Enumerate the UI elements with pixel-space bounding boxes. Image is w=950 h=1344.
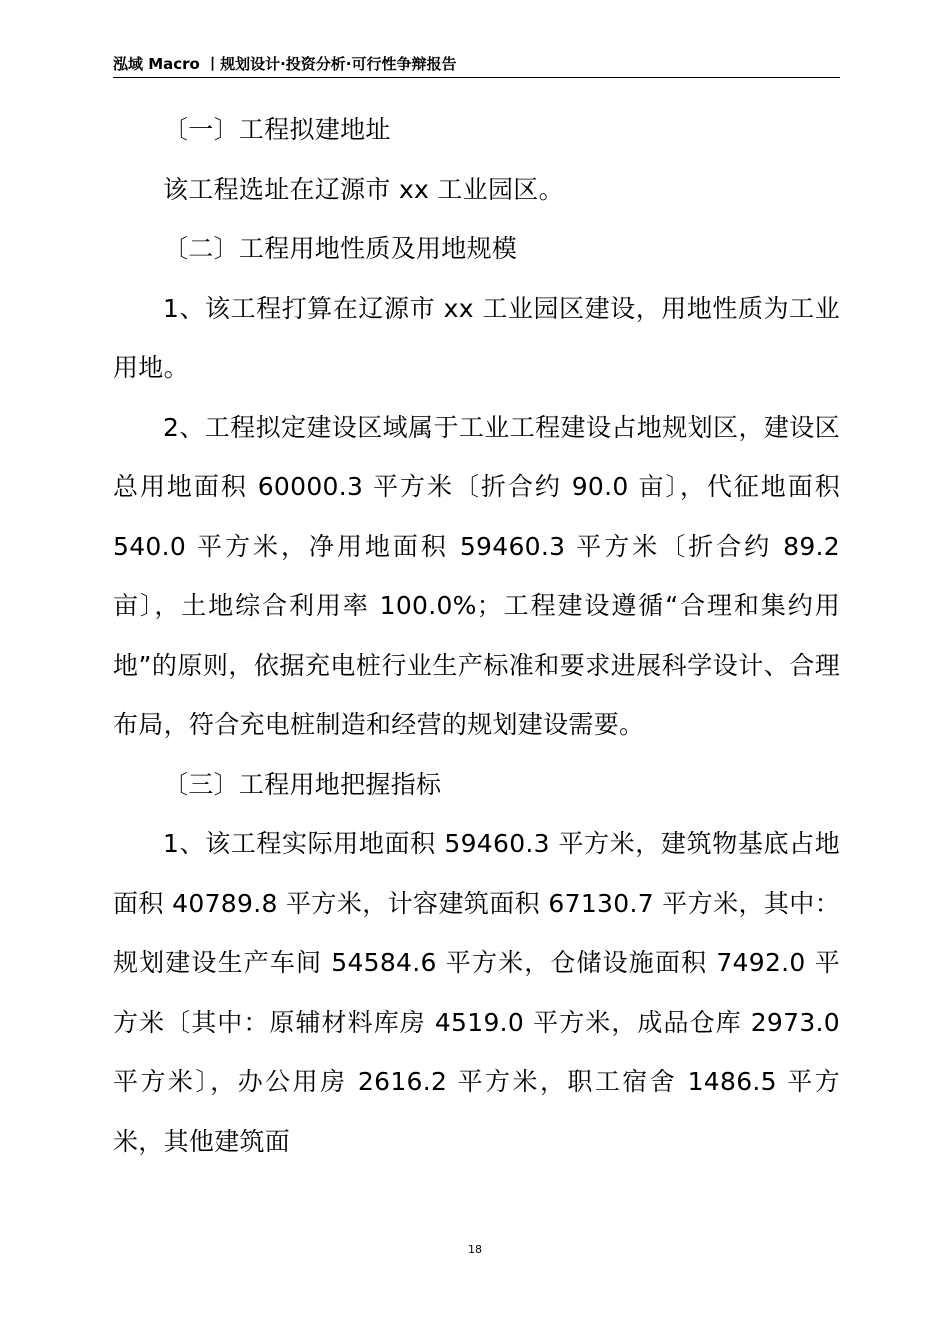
section-2-paragraph-1: 1、该工程打算在辽源市 xx 工业园区建设，用地性质为工业用地。 (113, 293, 840, 382)
section-3-paragraph-1: 1、该工程实际用地面积 59460.3 平方米，建筑物基底占地面积 40789.8 平方米，计容建筑面积 67130.7 平方米，其中：规划建设生产车间 54584.6 平方米，仓储设施面积 7492.0 平方米〔其中：原辅材料库房 4519.0 平方米，成品仓库 2973.0 平方米〕，办公用房 2616.2 平方米，职工宿舍 1486.5 平方米，其他建筑面 (113, 829, 840, 1156)
header-text: 泓域 Macro 丨规划设计·投资分析·可行性争辩报告 (113, 55, 457, 73)
document-body (113, 100, 840, 1171)
page-number: 18 (468, 1243, 482, 1256)
section-2-heading: 〔二〕工程用地性质及用地规模 (163, 234, 518, 263)
section-3-heading: 〔三〕工程用地把握指标 (163, 769, 442, 799)
page-header (113, 53, 840, 78)
section-1-heading: 〔一〕工程拟建地址 (163, 115, 391, 144)
section-2-paragraph-2: 2、工程拟定建设区域属于工业工程建设占地规划区，建设区 总用地面积 60000.3 平方米〔折合约 90.0 亩〕，代征地面积 540.0 平方米，净用地面积 59460.3 平方米〔折合约 89.2 亩〕，土地综合利用率 100.0%；工程建设遵循“合理和集约用地”的原则，依据充电桩行业生产标准和要求进展科学设计、合理布局，符合充电桩制造和经营的规划建设需要。 (113, 412, 840, 739)
section-1-text: 该工程选址在辽源市 xx 工业园区。 (163, 174, 564, 204)
